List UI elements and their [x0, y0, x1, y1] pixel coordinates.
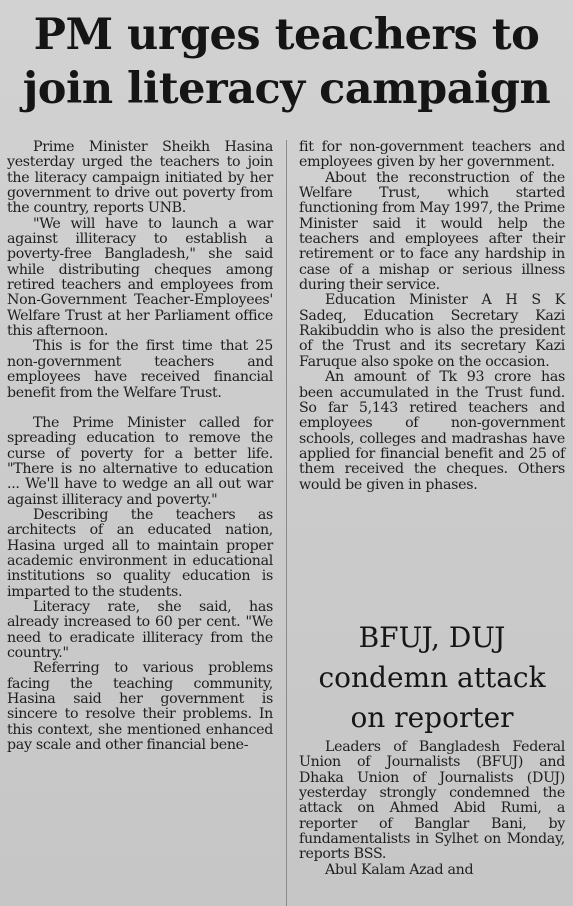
paragraph: An amount of Tk 93 crore has been accumulated in the Trust fund. So far 5,143 retired teachers and employees of non-government schools, colleges and madrashas have applied for financial benefit and 25 of them received the cheques. Others would be given in phases.	[299, 369, 565, 493]
column-divider	[286, 140, 287, 906]
paragraph: About the reconstruction of the Welfare Trust, which started functioning from May 1997, the Prime Minister said it would help the teachers and employees after their retirement or to face any hardship in case of a mishap or serious illness during their service.	[299, 169, 565, 294]
second-article-headline	[299, 618, 565, 738]
right-column	[299, 140, 565, 493]
paragraph: Abul Kalam Azad and	[325, 861, 474, 878]
headline-line-2: join literacy campaign	[22, 64, 551, 114]
paragraph: "We will have to launch a war against illiteracy to establish a poverty-free Bangladesh," she said while distributing cheques among retired teachers and employees from Non-Government Teacher-Employees' Welfare Trust at her Parliament office this afternoon.	[7, 215, 273, 340]
second-article-body	[299, 740, 565, 878]
sub-headline-line-1: BFUJ, DUJ	[358, 621, 506, 654]
left-column	[7, 140, 273, 753]
paragraph: Education Minister A H S K Sadeq, Education Secretary Kazi Rakibuddin who is also the president of the Trust and its secretary Kazi Faruque also spoke on the occasion.	[299, 292, 565, 370]
paragraph: Describing the teachers as architects of an educated nation, Hasina urged all to maintain proper academic environment in educational institutions so quality education is imparted to the students.	[7, 506, 273, 600]
sub-headline-line-2: condemn attack	[318, 661, 546, 694]
paragraph: fit for non-government teachers and employees given by her government.	[299, 139, 565, 171]
paragraph: Literacy rate, she said, has already increased to 60 per cent. "We need to eradicate illiteracy from the country."	[7, 598, 273, 661]
paragraph: Prime Minister Sheikh Hasina yesterday urged the teachers to join the literacy campaign initiated by her government to drive out poverty from the country, reports UNB.	[7, 139, 273, 217]
sub-headline-line-3: on reporter	[350, 701, 514, 734]
paragraph: The Prime Minister called for spreading education to remove the curse of poverty for a better life. "There is no alternative to education ... We'll have to wedge an all out war against illiteracy and poverty."	[7, 414, 273, 508]
paragraph: Referring to various problems facing the teaching community, Hasina said her government is sincere to resolve their problems. In this context, she mentioned enhanced pay scale and other financial bene-	[7, 660, 273, 754]
paragraph: Leaders of Bangladesh Federal Union of Journalists (BFUJ) and Dhaka Union of Journalists (DUJ) yesterday strongly condemned the attack on Ahmed Abid Rumi, a reporter of Banglar Bani, by fundamentalists in Sylhet on Monday, reports BSS.	[299, 739, 565, 863]
headline-line-1: PM urges teachers to	[33, 10, 540, 60]
headline	[0, 8, 573, 116]
paragraph: This is for the first time that 25 non-government teachers and employees have received financial benefit from the Welfare Trust.	[7, 338, 273, 401]
